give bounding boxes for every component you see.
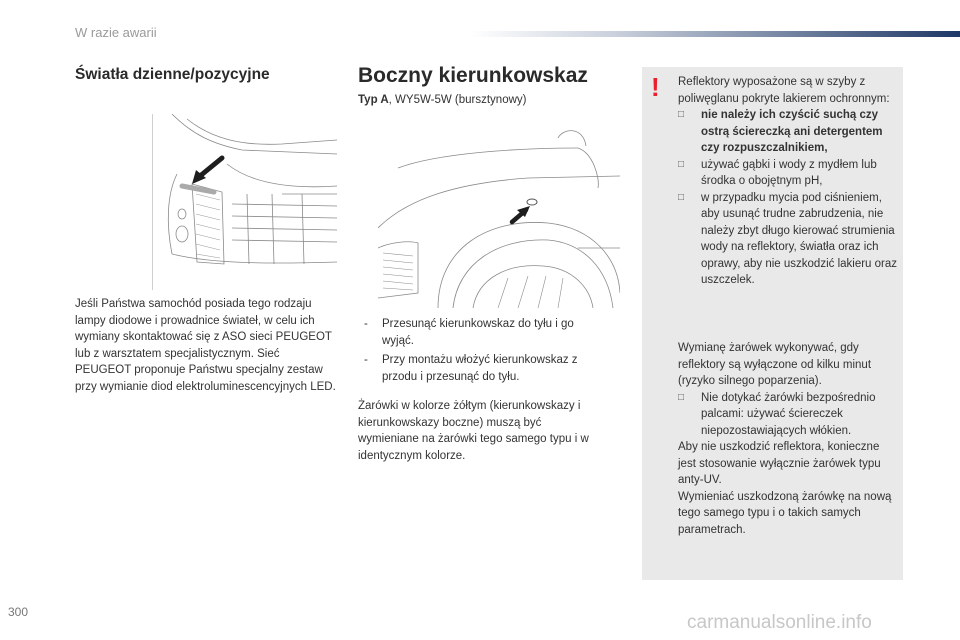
list-item: □ nie należy ich czyścić suchą czy ostrą ściereczką ani detergentem czy rozpuszczalnikiem,	[678, 107, 900, 157]
warning-text	[678, 74, 900, 289]
anti-uv-paragraph: Aby nie uszkodzić reflektora, konieczne jest stosowanie wyłącznie żarówek typu anty-UV.	[678, 441, 881, 486]
bulb-type-label: Typ A	[358, 94, 389, 106]
daytime-light-illustration	[152, 114, 337, 290]
page-number: 300	[8, 605, 29, 619]
list-item: - Przy montażu włożyć kierunkowskaz z przodu i przesunąć do tyłu.	[362, 352, 607, 385]
section-title: W razie awarii	[75, 25, 157, 40]
bulb-type-value: , WY5W-5W (bursztynowy)	[388, 94, 527, 106]
warning-icon: !	[651, 72, 660, 102]
replacement-steps	[362, 316, 607, 388]
bulb-type	[358, 94, 526, 106]
replacement-text	[678, 340, 900, 538]
list-item: □ w przypadku mycia pod ciśnieniem, aby usunąć trudne zabrudzenia, nie należy zbyt długo kierować strumienia wody na reflektory, światła oraz ich oprawy, aby nie uszkodzić lakieru oraz uszczelek.	[678, 190, 900, 289]
list-item: □ Nie dotykać żarówki bezpośrednio palcami: używać ściereczek niepozostawiających włókien.	[678, 390, 900, 440]
header-bar	[470, 31, 960, 37]
list-item: - Przesunąć kierunkowskaz do tyłu i go wyjąć.	[362, 316, 607, 349]
side-indicator-illustration	[378, 128, 620, 308]
replacement-bullets	[678, 390, 900, 440]
list-item: □ używać gąbki i wody z mydłem lub środka o obojętnym pH,	[678, 157, 900, 190]
watermark: carmanualsonline.info	[687, 612, 872, 633]
warning-bullets	[678, 107, 900, 289]
side-indicator-heading: Boczny kierunkowskaz	[358, 64, 588, 87]
replacement-intro: Wymianę żarówek wykonywać, gdy reflektory są wyłączone od kilku minut (ryzyko silnego poparzenia).	[678, 342, 872, 387]
warning-intro: Reflektory wyposażone są w szyby z poliwęglanu pokryte lakierem ochronnym:	[678, 76, 890, 105]
yellow-bulbs-note: Żarówki w kolorze żółtym (kierunkowskazy i kierunkowskazy boczne) muszą być wymieniane na żarówki tego samego typu i w identycznym kolorze.	[358, 400, 589, 462]
daytime-lights-paragraph: Jeśli Państwa samochód posiada tego rodzaju lampy diodowe i prowadnice świateł, w celu ich wymiany skontaktować się z ASO sieci PEUGEOT lub z warsztatem specjalistycznym. Sieć PEUGEOT proponuje Państwu specjalny zestaw przy wymianie diod elektroluminescencyjnych LED.	[75, 298, 336, 393]
daytime-lights-heading: Światła dzienne/pozycyjne	[75, 66, 270, 83]
same-type-paragraph: Wymieniać uszkodzoną żarówkę na nową tego samego typu i o takich samych parametrach.	[678, 490, 892, 536]
